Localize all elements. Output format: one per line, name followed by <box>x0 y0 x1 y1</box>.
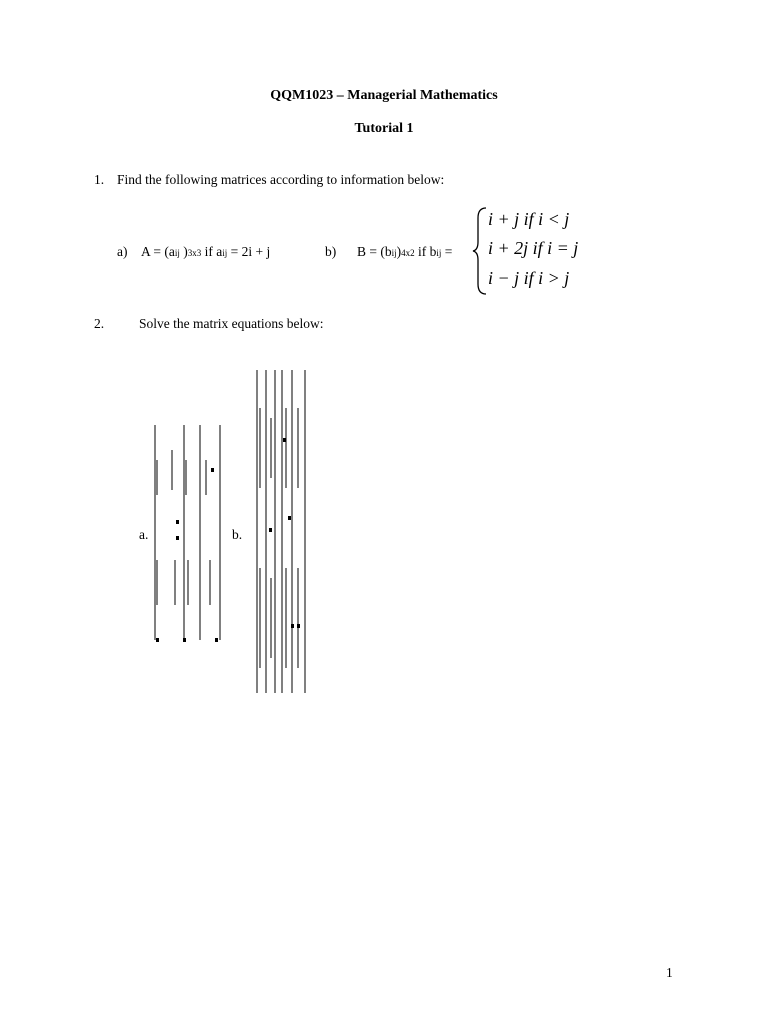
q1a-sub-ij2: ij <box>222 248 228 258</box>
q1a-text-3: if a <box>201 244 223 259</box>
q1a-sub-ij: ij <box>174 248 180 258</box>
document-subtitle: Tutorial 1 <box>354 121 414 136</box>
q2-number: 2. <box>94 316 105 331</box>
q2a-label: a. <box>139 527 149 542</box>
q1b-expression <box>357 244 452 260</box>
q1b-text-2: ) <box>396 244 402 259</box>
document-title: QQM1023 – Managerial Mathematics <box>270 88 498 103</box>
case-3: i − j if i > j <box>488 268 570 288</box>
matrix-equation-b-image <box>252 368 312 696</box>
q1-text: Find the following matrices according to information below: <box>117 172 445 187</box>
page-number: 1 <box>666 965 673 980</box>
q1a-expression <box>141 244 270 260</box>
q1b-label: b) <box>325 244 337 259</box>
q1b-text-3: if b <box>414 244 437 259</box>
q1b-sub-dim: 4x2 <box>401 248 415 258</box>
q1b-sub-ij2: ij <box>436 248 442 258</box>
q1b-text-1: B = (b <box>357 244 392 259</box>
q1a-sub-dim: 3x3 <box>187 248 202 258</box>
q1b-sub-ij: ij <box>391 248 397 258</box>
q1-number: 1. <box>94 172 105 187</box>
case-2: i + 2j if i = j <box>488 238 579 258</box>
case-1: i + j if i < j <box>488 209 570 229</box>
q1a-text-1: A = (a <box>141 244 175 259</box>
q2b-label: b. <box>232 527 243 542</box>
q2-text: Solve the matrix equations below: <box>139 316 324 331</box>
matrix-equation-a-image <box>150 420 225 645</box>
q1a-text-4: = 2i + j <box>227 244 271 259</box>
q1a-text-2: ) <box>179 244 188 259</box>
q1a-label: a) <box>117 244 128 259</box>
q1b-text-4: = <box>441 244 453 259</box>
